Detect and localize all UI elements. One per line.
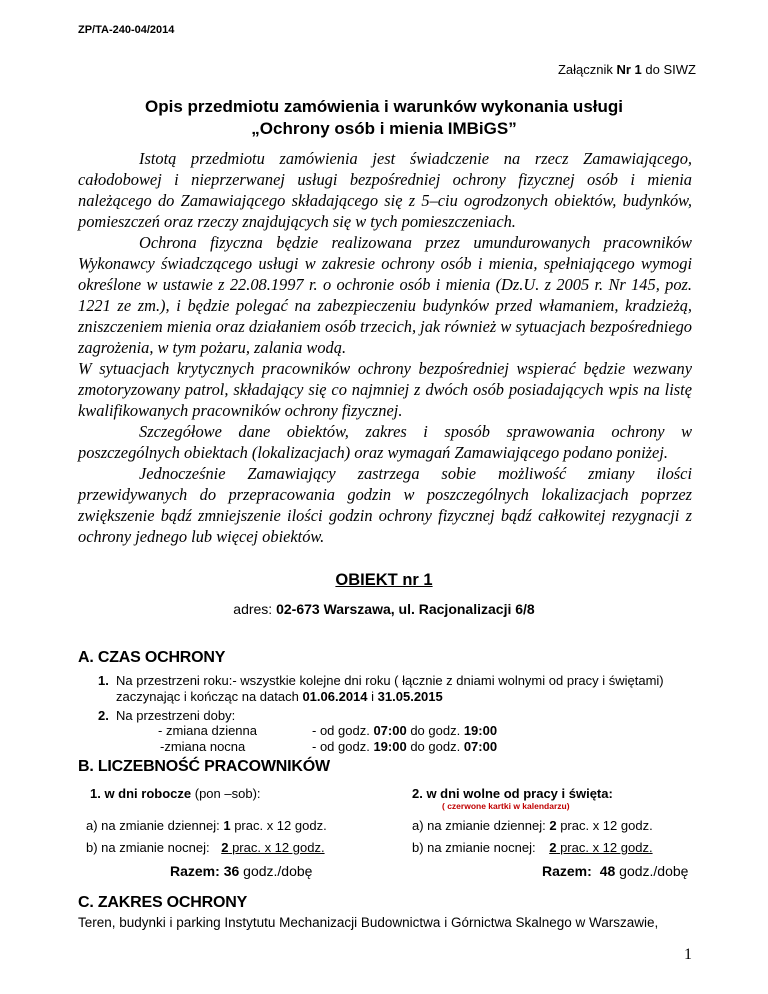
night-shift-hours (312, 739, 497, 755)
holidays-day-shift (412, 818, 653, 834)
workdays-day-count: 1 (223, 818, 231, 833)
night-to-label: do godz. (410, 739, 461, 754)
holidays-title (412, 786, 613, 802)
workdays-night-value (213, 840, 324, 855)
night-to-time: 07:00 (463, 739, 498, 754)
day-from-time: 07:00 (373, 723, 407, 738)
holidays-day-label: a) na zmianie dziennej: (412, 818, 546, 833)
annex-number: Nr 1 (616, 62, 642, 77)
intro-paragraph-3: W sytuacjach krytycznych pracowników ochrony bezpośredniej wspierać będzie wezwany zmotoryzowany patrol, składający się co najmniej z dwóch osób posiadających wpis na listę kwalifikowanych pracowników ochrony fizycznej. (78, 359, 692, 420)
item-2-number: 2. (98, 708, 109, 723)
holidays-total-label: Razem: (542, 863, 592, 879)
item-1-date-end: 31.05.2015 (377, 689, 443, 704)
night-from-time: 19:00 (373, 739, 407, 754)
workdays-title-bold: 1. w dni robocze (90, 786, 192, 801)
holidays-total-unit: godz./dobę (619, 863, 689, 879)
section-b-heading: B. LICZEBNOŚĆ PRACOWNIKÓW (78, 758, 330, 775)
holidays-day-hours: prac. x 12 godz. (560, 818, 653, 833)
item-1-and: i (371, 689, 375, 704)
item-2-text: Na przestrzeni doby: (116, 708, 236, 723)
workdays-title-range: (pon –sob): (194, 786, 261, 801)
address-label: adres: (233, 601, 273, 617)
holidays-night-hours: prac. x 12 godz. (560, 840, 653, 855)
item-1-description: Na przestrzeni roku:- wszystkie kolejne dni roku ( łącznie z dniami wolnymi od pracy i świętami) zaczynając i kończąc na datach (116, 673, 664, 704)
annex-suffix: do SIWZ (645, 62, 696, 77)
document-reference: ZP/TA-240-04/2014 (78, 24, 175, 36)
workdays-total-label: Razem: (170, 863, 220, 879)
title-line-2: „Ochrony osób i mienia IMBiGS” (251, 119, 517, 138)
night-from-label: - od godz. (312, 739, 370, 754)
object-address (0, 601, 768, 617)
item-1-date-start: 01.06.2014 (302, 689, 368, 704)
holidays-title-text: 2. w dni wolne od pracy i święta: (412, 786, 613, 801)
workdays-night-hours: prac. x 12 godz. (232, 840, 325, 855)
workdays-title (90, 786, 261, 802)
object-title: OBIEKT nr 1 (335, 571, 433, 589)
workdays-day-label: a) na zmianie dziennej: (86, 818, 220, 833)
intro-paragraph-1: Istotą przedmiotu zamówienia jest świadczenie na rzecz Zamawiającego, całodobowej i nieprzerwanej usługi bezpośredniej ochrony fizycznej osób i mienia należącego do Zamawiającego składającego się z 5–ciu ogrodzonych obiektów, budynków, pomieszczeń oraz rzeczy znajdujących się w tych pomieszczeniach. (78, 149, 692, 231)
title-line-1: Opis przedmiotu zamówienia i warunków wykonania usługi (145, 97, 623, 116)
holidays-night-shift (412, 840, 653, 856)
night-shift-label: -zmiana nocna (160, 739, 246, 754)
holidays-night-count: 2 (549, 840, 557, 855)
workdays-total (170, 863, 312, 879)
day-shift-hours (312, 723, 497, 739)
workdays-day-hours: prac. x 12 godz. (234, 818, 327, 833)
holidays-night-value (539, 840, 652, 855)
annex-prefix: Załącznik (557, 62, 613, 77)
section-c-text: Teren, budynki i parking Instytutu Mechanizacji Budownictwa i Górnictwa Skalnego w Warszawie, (78, 915, 659, 930)
section-a-item-2 (98, 708, 109, 724)
day-to-label: do godz. (410, 723, 461, 738)
workdays-night-label: b) na zmianie nocnej: (86, 840, 210, 855)
intro-paragraph-5: Jednocześnie Zamawiający zastrzega sobie możliwość zmiany ilości przewidywanych do przepracowania godzin w poszczególnych lokalizacjach poprzez zwiększenie bądź zmniejszenie ilości godzin ochrony fizycznej bądź całkowitej rezygnacji z ochrony jednego lub więcej obiektów. (78, 464, 692, 546)
annex-label (558, 62, 696, 77)
holidays-total (542, 863, 688, 879)
holidays-day-count: 2 (549, 818, 557, 833)
section-c-heading: C. ZAKRES OCHRONY (78, 894, 248, 911)
workdays-night-shift (86, 840, 325, 856)
item-1-number: 1. (98, 673, 109, 688)
holidays-note: ( czerwone kartki w kalendarzu) (442, 801, 570, 811)
address-value: 02-673 Warszawa, ul. Racjonalizacji 6/8 (276, 601, 535, 617)
holidays-night-label: b) na zmianie nocnej: (412, 840, 536, 855)
section-a-item-1-text (116, 673, 696, 705)
section-a-heading: A. CZAS OCHRONY (78, 649, 226, 666)
intro-text (78, 148, 692, 547)
intro-paragraph-2: Ochrona fizyczna będzie realizowana przez umundurowanych pracowników Wykonawcy świadczącego usługi w zakresie ochrony osób i mienia, spełniającego wymogi określone w ustawie z 22.08.1997 r. o ochronie osób i mienia (Dz.U. z 2005 r. Nr 145, poz. 1221 ze zm.), i będzie polegać na zabezpieczeniu budynków przed włamaniem, kradzieżą, zniszczeniem mienia oraz działaniem osób trzecich, jak również w sytuacjach bezpośredniego zagrożenia, w tym pożaru, zalania wodą. (78, 233, 692, 357)
workdays-total-value: 36 (223, 863, 240, 879)
day-from-label: - od godz. (312, 723, 370, 738)
workdays-total-unit: godz./dobę (243, 863, 313, 879)
day-to-time: 19:00 (463, 723, 498, 738)
intro-paragraph-4: Szczegółowe dane obiektów, zakres i sposób sprawowania ochrony w poszczególnych obiektach (lokalizacjach) oraz wymagań Zamawiającego podano poniżej. (78, 422, 692, 462)
day-shift-label: - zmiana dzienna (158, 723, 257, 738)
workdays-day-shift (86, 818, 327, 834)
workdays-night-count: 2 (221, 840, 229, 855)
holidays-total-value: 48 (599, 863, 616, 879)
page-number: 1 (684, 946, 692, 963)
